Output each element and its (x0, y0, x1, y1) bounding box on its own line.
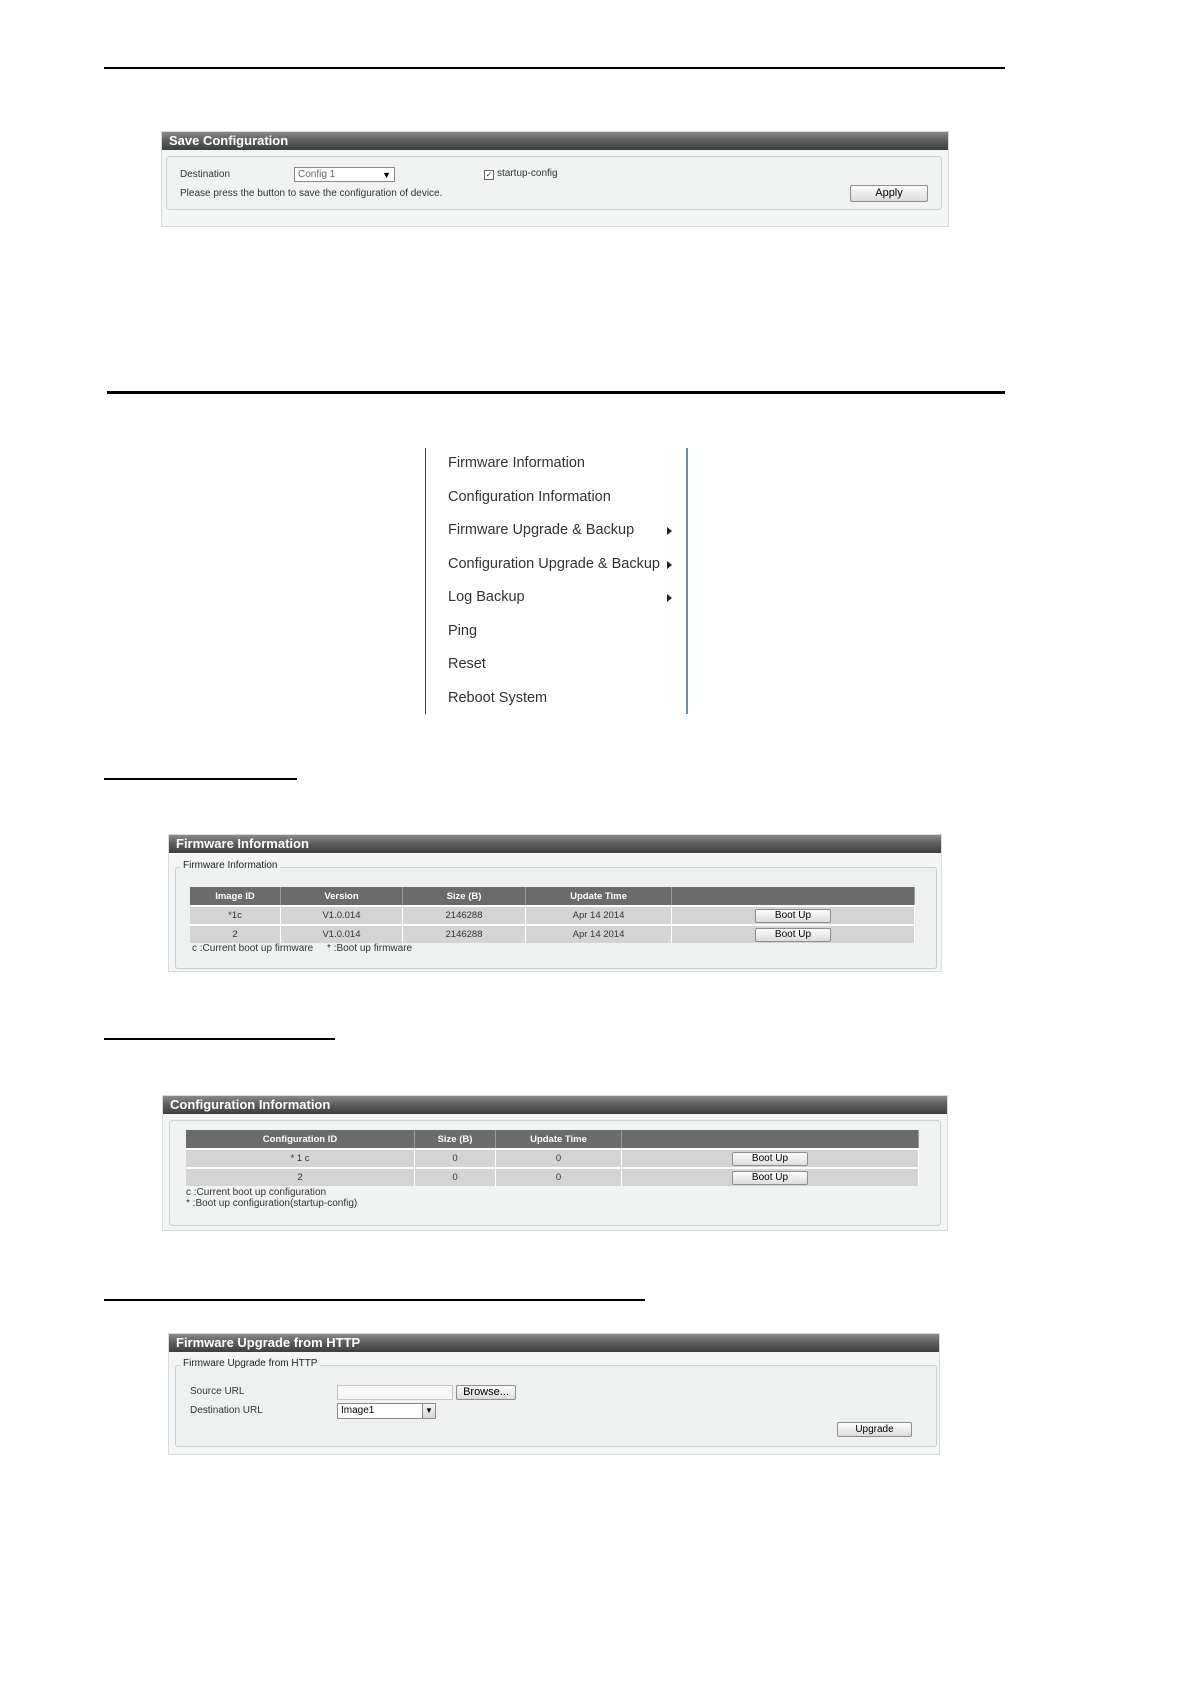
fieldset-legend: Firmware Upgrade from HTTP (180, 1358, 320, 1369)
column-header: Update Time (526, 887, 672, 906)
destination-label: Destination (180, 169, 231, 180)
table-header-row (190, 887, 915, 906)
apply-button[interactable]: Apply (850, 185, 928, 202)
source-url-label: Source URL (190, 1386, 245, 1397)
action-cell (622, 1168, 919, 1186)
menu-item-label: Ping (448, 623, 478, 639)
boot-up-button[interactable]: Boot Up (732, 1171, 808, 1185)
menu-item-reboot-system[interactable] (448, 690, 678, 706)
menu-item-reset[interactable] (448, 656, 678, 672)
column-header (622, 1130, 919, 1149)
image-id-cell: *1c (190, 906, 281, 925)
column-header: Size (B) (415, 1130, 496, 1149)
size-cell: 0 (415, 1168, 496, 1186)
update-time-cell: Apr 14 2014 (526, 906, 672, 925)
menu-item-label: Reset (448, 656, 486, 672)
save-hint: Please press the button to save the configuration of device. (180, 188, 443, 199)
startup-config-checkbox[interactable]: ✓ (485, 170, 493, 179)
column-header: Version (281, 887, 403, 906)
menu-item-label: Configuration Information (448, 489, 611, 505)
submenu-arrow-icon (667, 594, 672, 602)
menu-item-label: Firmware Upgrade & Backup (448, 522, 635, 538)
checkbox-label: startup-config (497, 168, 558, 179)
size-cell: 2146288 (403, 906, 526, 925)
tools-menu (425, 448, 688, 714)
destination-url-select[interactable] (337, 1403, 436, 1419)
menu-item-firmware-information[interactable] (448, 455, 678, 471)
firmware-upgrade-fieldset (175, 1358, 937, 1447)
config-id-cell: * 1 c (186, 1149, 415, 1168)
destination-url-value: Image1 (341, 1405, 375, 1416)
configuration-information-panel (162, 1095, 948, 1231)
firmware-legend-note: c :Current boot up firmware * :Boot up firmware (192, 943, 413, 954)
boot-up-button[interactable]: Boot Up (732, 1152, 808, 1166)
save-configuration-panel (161, 131, 949, 227)
heading-underline (104, 778, 297, 780)
menu-item-configuration-upgrade-backup[interactable] (448, 556, 678, 572)
source-url-input[interactable] (337, 1385, 453, 1400)
column-header: Size (B) (403, 887, 526, 906)
version-cell: V1.0.014 (281, 906, 403, 925)
table-row (190, 906, 915, 925)
header-rule (104, 67, 1005, 69)
heading-underline (104, 1038, 335, 1040)
panel-title: Firmware Information (169, 835, 941, 853)
column-header: Image ID (190, 887, 281, 906)
column-header: Configuration ID (186, 1130, 415, 1149)
browse-button[interactable]: Browse... (456, 1385, 516, 1400)
menu-item-label: Firmware Information (448, 455, 585, 471)
column-header (672, 887, 915, 906)
destination-url-label: Destination URL (190, 1405, 263, 1416)
submenu-arrow-icon (667, 561, 672, 569)
firmware-upgrade-panel (168, 1333, 940, 1455)
menu-item-configuration-information[interactable] (448, 489, 678, 505)
update-time-cell: 0 (496, 1168, 622, 1186)
dropdown-arrow-icon[interactable]: ▼ (422, 1404, 435, 1418)
submenu-arrow-icon (667, 527, 672, 535)
size-cell: 2146288 (403, 925, 526, 943)
firmware-info-fieldset (175, 860, 937, 969)
boot-up-button[interactable]: Boot Up (755, 909, 831, 923)
image-id-cell: 2 (190, 925, 281, 943)
action-cell (672, 925, 915, 943)
menu-item-label: Configuration Upgrade & Backup (448, 556, 660, 572)
table-row (186, 1168, 919, 1186)
column-header: Update Time (496, 1130, 622, 1149)
action-cell (672, 906, 915, 925)
menu-item-label: Reboot System (448, 690, 548, 706)
menu-item-log-backup[interactable] (448, 589, 678, 605)
panel-title: Configuration Information (163, 1096, 947, 1114)
save-config-box (166, 156, 942, 210)
table-header-row (186, 1130, 919, 1149)
table-row (186, 1149, 919, 1168)
firmware-table (190, 887, 915, 943)
panel-title: Firmware Upgrade from HTTP (169, 1334, 939, 1352)
version-cell: V1.0.014 (281, 925, 403, 943)
size-cell: 0 (415, 1149, 496, 1168)
config-legend-note-1: c :Current boot up configuration (186, 1187, 327, 1198)
menu-item-ping[interactable] (448, 623, 678, 639)
menu-item-label: Log Backup (448, 589, 525, 605)
panel-title: Save Configuration (162, 132, 948, 150)
upgrade-button[interactable]: Upgrade (837, 1422, 912, 1437)
configuration-table (186, 1130, 919, 1186)
firmware-information-panel (168, 834, 942, 972)
update-time-cell: Apr 14 2014 (526, 925, 672, 943)
menu-item-firmware-upgrade-backup[interactable] (448, 522, 678, 538)
boot-up-button[interactable]: Boot Up (755, 928, 831, 942)
table-row (190, 925, 915, 943)
config-legend-note-2: * :Boot up configuration(startup-config) (186, 1198, 358, 1209)
config-id-cell: 2 (186, 1168, 415, 1186)
destination-value: Config 1 (298, 169, 336, 180)
update-time-cell: 0 (496, 1149, 622, 1168)
action-cell (622, 1149, 919, 1168)
dropdown-arrow-icon: ▼ (382, 170, 391, 180)
config-info-box (169, 1120, 941, 1226)
destination-select[interactable] (294, 167, 395, 182)
section-rule (107, 391, 1005, 394)
heading-underline (104, 1299, 645, 1301)
fieldset-legend: Firmware Information (180, 860, 280, 871)
